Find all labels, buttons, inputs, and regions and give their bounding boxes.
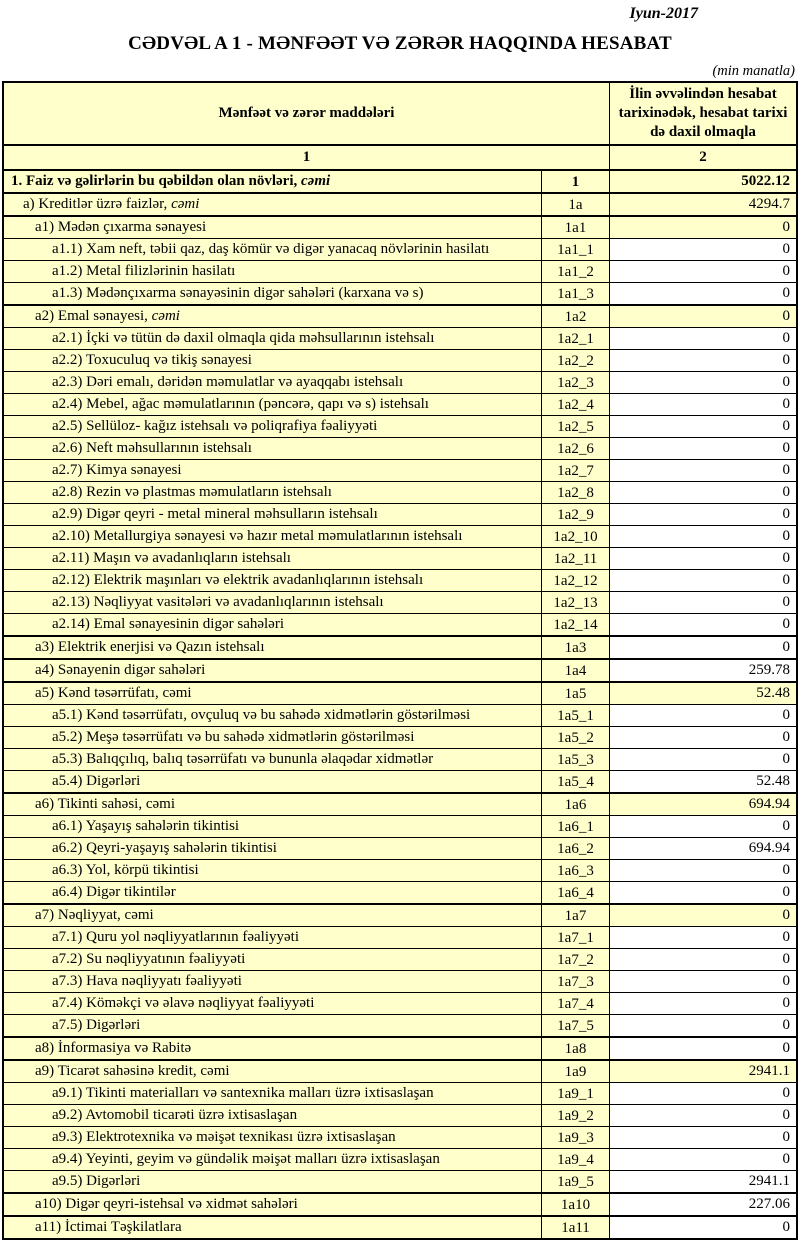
row-value[interactable]: 0 — [610, 993, 796, 1014]
table-row — [4, 282, 796, 304]
row-code: 1a6 — [542, 794, 610, 815]
row-code: 1a2_10 — [542, 526, 610, 547]
row-code: 1a4 — [542, 660, 610, 681]
row-label: a2.6) Neft məhsullarının istehsalı — [4, 438, 542, 459]
row-code: 1a7_2 — [542, 949, 610, 970]
table-row — [4, 437, 796, 459]
table-row — [4, 726, 796, 748]
row-value[interactable]: 0 — [610, 927, 796, 948]
row-value[interactable]: 0 — [610, 504, 796, 525]
row-label: a6.1) Yaşayış sahələrin tikintisi — [4, 816, 542, 837]
row-label: a2.14) Emal sənayesinin digər sahələri — [4, 614, 542, 635]
row-label: a4) Sənayenin digər sahələri — [4, 660, 542, 681]
row-code: 1a2_7 — [542, 460, 610, 481]
row-code: 1a7_3 — [542, 971, 610, 992]
row-label: a7) Nəqliyyat, cəmi — [4, 905, 542, 926]
row-label: a9) Ticarət sahəsinə kredit, cəmi — [4, 1061, 542, 1082]
table-row — [4, 260, 796, 282]
page-title: CƏDVƏL A 1 - MƏNFƏƏT VƏ ZƏRƏR HAQQINDA HESABAT — [128, 33, 672, 54]
row-code: 1a2_5 — [542, 416, 610, 437]
table-row — [4, 748, 796, 770]
row-label: a5.2) Meşə təsərrüfatı və bu sahədə xidmətlərin göstərilməsi — [4, 727, 542, 748]
row-value[interactable]: 0 — [610, 614, 796, 635]
row-label: a6.2) Qeyri-yaşayış sahələrin tikintisi — [4, 838, 542, 859]
row-label: a2.1) İçki və tütün də daxil olmaqla qida məhsullarının istehsalı — [4, 328, 542, 349]
row-label: a7.1) Quru yol nəqliyyatlarının fəaliyyəti — [4, 927, 542, 948]
report-date: Iyun-2017 — [629, 5, 698, 22]
row-value[interactable]: 0 — [610, 1038, 796, 1059]
table-row — [4, 881, 796, 903]
row-code: 1a1_3 — [542, 283, 610, 304]
table-row — [4, 459, 796, 481]
profit-loss-table — [2, 81, 798, 1240]
table-row — [4, 349, 796, 371]
row-code: 1a9_5 — [542, 1171, 610, 1192]
row-value: 0 — [782, 907, 790, 923]
row-code: 1a9 — [542, 1061, 610, 1082]
table-row — [4, 1192, 796, 1215]
row-value[interactable]: 0 — [610, 548, 796, 569]
row-value[interactable]: 0 — [610, 482, 796, 503]
row-value[interactable]: 0 — [610, 1083, 796, 1104]
row-code: 1a5_2 — [542, 727, 610, 748]
row-code: 1a — [542, 194, 610, 215]
row-code: 1a9_2 — [542, 1105, 610, 1126]
row-code: 1a9_4 — [542, 1149, 610, 1170]
row-label: a9.1) Tikinti materialları və santexnika malları üzrə ixtisaslaşan — [4, 1083, 542, 1104]
table-row — [4, 215, 796, 238]
row-code: 1a2_1 — [542, 328, 610, 349]
table-row — [4, 525, 796, 547]
row-value[interactable]: 0 — [610, 416, 796, 437]
table-row — [4, 238, 796, 260]
table-body — [4, 169, 796, 1238]
row-code: 1a2_8 — [542, 482, 610, 503]
row-value[interactable]: 0 — [610, 727, 796, 748]
row-label: a7.2) Su nəqliyyatının fəaliyyəti — [4, 949, 542, 970]
row-value[interactable]: 0 — [610, 570, 796, 591]
table-row — [4, 371, 796, 393]
row-label: a6.4) Digər tikintilər — [4, 882, 542, 903]
row-code: 1a2_6 — [542, 438, 610, 459]
row-label: a9.5) Digərləri — [4, 1171, 542, 1192]
row-value[interactable]: 0 — [610, 239, 796, 260]
row-value[interactable]: 0 — [610, 1149, 796, 1170]
row-value[interactable]: 0 — [610, 816, 796, 837]
row-label: a2.11) Maşın və avadanlıqların istehsalı — [4, 548, 542, 569]
row-label: a10) Digər qeyri-istehsal və xidmət sahələri — [4, 1194, 542, 1215]
table-row — [4, 415, 796, 437]
row-label: a2.8) Rezin və plastmas məmulatların istehsalı — [4, 482, 542, 503]
table-row — [4, 1014, 796, 1036]
row-value[interactable]: 0 — [610, 328, 796, 349]
table-row — [4, 970, 796, 992]
row-code: 1a2_14 — [542, 614, 610, 635]
row-label: a1) Mədən çıxarma sənayesi — [4, 217, 542, 238]
row-code: 1a6_2 — [542, 838, 610, 859]
row-code: 1a3 — [542, 637, 610, 658]
row-value[interactable]: 0 — [610, 372, 796, 393]
row-value[interactable]: 0 — [610, 1217, 796, 1238]
table-row — [4, 903, 796, 926]
table-header-row — [4, 83, 796, 144]
row-code: 1a2_12 — [542, 570, 610, 591]
row-label: a8) İnformasiya və Rabitə — [4, 1038, 542, 1059]
table-row — [4, 1104, 796, 1126]
header-col2-number: 2 — [699, 149, 707, 165]
row-code: 1a9_3 — [542, 1127, 610, 1148]
row-code: 1 — [542, 171, 610, 192]
table-row — [4, 1126, 796, 1148]
table-row — [4, 547, 796, 569]
header-items-label: Mənfəət və zərər maddələri — [4, 83, 610, 144]
row-code: 1a6_4 — [542, 882, 610, 903]
row-label: a1.3) Mədənçıxarma sənayəsinin digər sahələri (karxana və s) — [4, 283, 542, 304]
table-row — [4, 569, 796, 591]
row-code: 1a1_1 — [542, 239, 610, 260]
table-row — [4, 859, 796, 881]
table-row — [4, 658, 796, 681]
row-value[interactable]: 227.06 — [610, 1194, 796, 1215]
row-value[interactable]: 0 — [610, 438, 796, 459]
row-code: 1a1 — [542, 217, 610, 238]
row-value: 52.48 — [756, 685, 790, 701]
table-row — [4, 704, 796, 726]
row-code: 1a11 — [542, 1217, 610, 1238]
row-label: a9.4) Yeyinti, geyim və gündəlik məişət malları üzrə ixtisaslaşan — [4, 1149, 542, 1170]
row-code: 1a7_5 — [542, 1015, 610, 1036]
table-row — [4, 169, 796, 192]
table-row — [4, 792, 796, 815]
row-code: 1a1_2 — [542, 261, 610, 282]
row-value[interactable]: 0 — [610, 1015, 796, 1036]
row-value[interactable]: 0 — [610, 705, 796, 726]
table-row — [4, 1215, 796, 1238]
row-label: a2.12) Elektrik maşınları və elektrik avadanlıqlarının istehsalı — [4, 570, 542, 591]
row-value[interactable]: 52.48 — [610, 771, 796, 792]
row-label: a7.5) Digərləri — [4, 1015, 542, 1036]
row-value[interactable]: 2941.1 — [610, 1171, 796, 1192]
table-row — [4, 770, 796, 792]
header-value-label: İlin əvvəlindən hesabat tarixinədək, hesabat tarixi də daxil olmaqla — [618, 86, 788, 140]
table-row — [4, 1082, 796, 1104]
row-label: a2.13) Nəqliyyat vasitələri və avadanlıqlarının istehsalı — [4, 592, 542, 613]
row-code: 1a7 — [542, 905, 610, 926]
row-code: 1a7_1 — [542, 927, 610, 948]
row-code: 1a2_13 — [542, 592, 610, 613]
row-value[interactable]: 0 — [610, 460, 796, 481]
row-label: a) Kreditlər üzrə faizlər, cəmi — [4, 194, 542, 215]
report-page — [0, 5, 800, 1240]
row-value[interactable]: 0 — [610, 394, 796, 415]
row-code: 1a6_1 — [542, 816, 610, 837]
row-label: a2.5) Sellüloz- kağız istehsalı və poliqrafiya fəaliyyəti — [4, 416, 542, 437]
table-row — [4, 304, 796, 327]
row-value[interactable]: 0 — [610, 592, 796, 613]
row-value: 0 — [782, 219, 790, 235]
row-label: a1.2) Metal filizlərinin hasilatı — [4, 261, 542, 282]
row-label: 1. Faiz və gəlirlərin bu qəbildən olan növləri, cəmi — [4, 171, 542, 192]
row-label: a11) İctimai Təşkilatlara — [4, 1217, 542, 1238]
unit-note: (min manatla) — [712, 63, 795, 79]
table-header-number-row — [4, 144, 796, 169]
row-label: a2.7) Kimya sənayesi — [4, 460, 542, 481]
row-label: a6) Tikinti sahəsi, cəmi — [4, 794, 542, 815]
row-code: 1a9_1 — [542, 1083, 610, 1104]
row-label: a5.4) Digərləri — [4, 771, 542, 792]
row-label: a2.9) Digər qeyri - metal mineral məhsulların istehsalı — [4, 504, 542, 525]
row-value: 5022.12 — [741, 173, 790, 189]
row-label: a7.4) Köməkçi və əlavə nəqliyyat fəaliyyəti — [4, 993, 542, 1014]
row-label: a1.1) Xam neft, təbii qaz, daş kömür və digər yanacaq növlərinin hasilatı — [4, 239, 542, 260]
row-value: 0 — [782, 308, 790, 324]
table-row — [4, 837, 796, 859]
row-code: 1a5_3 — [542, 749, 610, 770]
row-code: 1a2_3 — [542, 372, 610, 393]
row-label: a9.2) Avtomobil ticarəti üzrə ixtisaslaşan — [4, 1105, 542, 1126]
row-value[interactable]: 0 — [610, 949, 796, 970]
table-row — [4, 1170, 796, 1192]
row-code: 1a8 — [542, 1038, 610, 1059]
table-row — [4, 613, 796, 635]
row-value[interactable]: 0 — [610, 882, 796, 903]
row-label: a3) Elektrik enerjisi və Qazın istehsalı — [4, 637, 542, 658]
table-row — [4, 948, 796, 970]
table-row — [4, 1148, 796, 1170]
table-row — [4, 1059, 796, 1082]
row-code: 1a7_4 — [542, 993, 610, 1014]
table-row — [4, 481, 796, 503]
row-code: 1a2_2 — [542, 350, 610, 371]
row-label: a5.3) Balıqçılıq, balıq təsərrüfatı və bununla əlaqədar xidmətlər — [4, 749, 542, 770]
table-row — [4, 815, 796, 837]
row-code: 1a5 — [542, 683, 610, 704]
row-value: 4294.7 — [748, 196, 790, 212]
table-row — [4, 393, 796, 415]
row-value[interactable]: 0 — [610, 971, 796, 992]
row-code: 1a2_4 — [542, 394, 610, 415]
row-value[interactable]: 0 — [610, 283, 796, 304]
row-label: a5.1) Kənd təsərrüfatı, ovçuluq və bu sahədə xidmətlərin göstərilməsi — [4, 705, 542, 726]
row-label: a6.3) Yol, körpü tikintisi — [4, 860, 542, 881]
row-code: 1a5_4 — [542, 771, 610, 792]
row-label: a5) Kənd təsərrüfatı, cəmi — [4, 683, 542, 704]
table-row — [4, 926, 796, 948]
row-value: 694.94 — [748, 796, 790, 812]
row-label: a2.3) Dəri emalı, dəridən məmulatlar və ayaqqabı istehsalı — [4, 372, 542, 393]
row-value[interactable]: 259.78 — [610, 660, 796, 681]
table-row — [4, 681, 796, 704]
row-code: 1a10 — [542, 1194, 610, 1215]
row-value[interactable]: 0 — [610, 350, 796, 371]
row-value[interactable]: 0 — [610, 749, 796, 770]
row-label: a2) Emal sənayesi, cəmi — [4, 306, 542, 327]
table-row — [4, 992, 796, 1014]
row-code: 1a2 — [542, 306, 610, 327]
row-value[interactable]: 0 — [610, 261, 796, 282]
row-value[interactable]: 0 — [610, 637, 796, 658]
row-value[interactable]: 0 — [610, 860, 796, 881]
row-value[interactable]: 0 — [610, 1105, 796, 1126]
row-label: a2.10) Metallurgiya sənayesi və hazır metal məmulatlarının istehsalı — [4, 526, 542, 547]
row-value[interactable]: 694.94 — [610, 838, 796, 859]
row-value: 2941.1 — [748, 1063, 790, 1079]
header-col1-number: 1 — [4, 146, 610, 169]
row-code: 1a5_1 — [542, 705, 610, 726]
table-row — [4, 635, 796, 658]
table-row — [4, 1036, 796, 1059]
row-code: 1a2_11 — [542, 548, 610, 569]
row-value[interactable]: 0 — [610, 1127, 796, 1148]
table-row — [4, 327, 796, 349]
row-label: a2.4) Mebel, ağac məmulatlarının (pəncərə, qapı və s) istehsalı — [4, 394, 542, 415]
row-code: 1a2_9 — [542, 504, 610, 525]
row-label: a9.3) Elektrotexnika və məişət texnikası üzrə ixtisaslaşan — [4, 1127, 542, 1148]
table-row — [4, 192, 796, 215]
row-label: a7.3) Hava nəqliyyatı fəaliyyəti — [4, 971, 542, 992]
row-value[interactable]: 0 — [610, 526, 796, 547]
table-row — [4, 591, 796, 613]
table-row — [4, 503, 796, 525]
row-code: 1a6_3 — [542, 860, 610, 881]
row-label: a2.2) Toxuculuq və tikiş sənayesi — [4, 350, 542, 371]
